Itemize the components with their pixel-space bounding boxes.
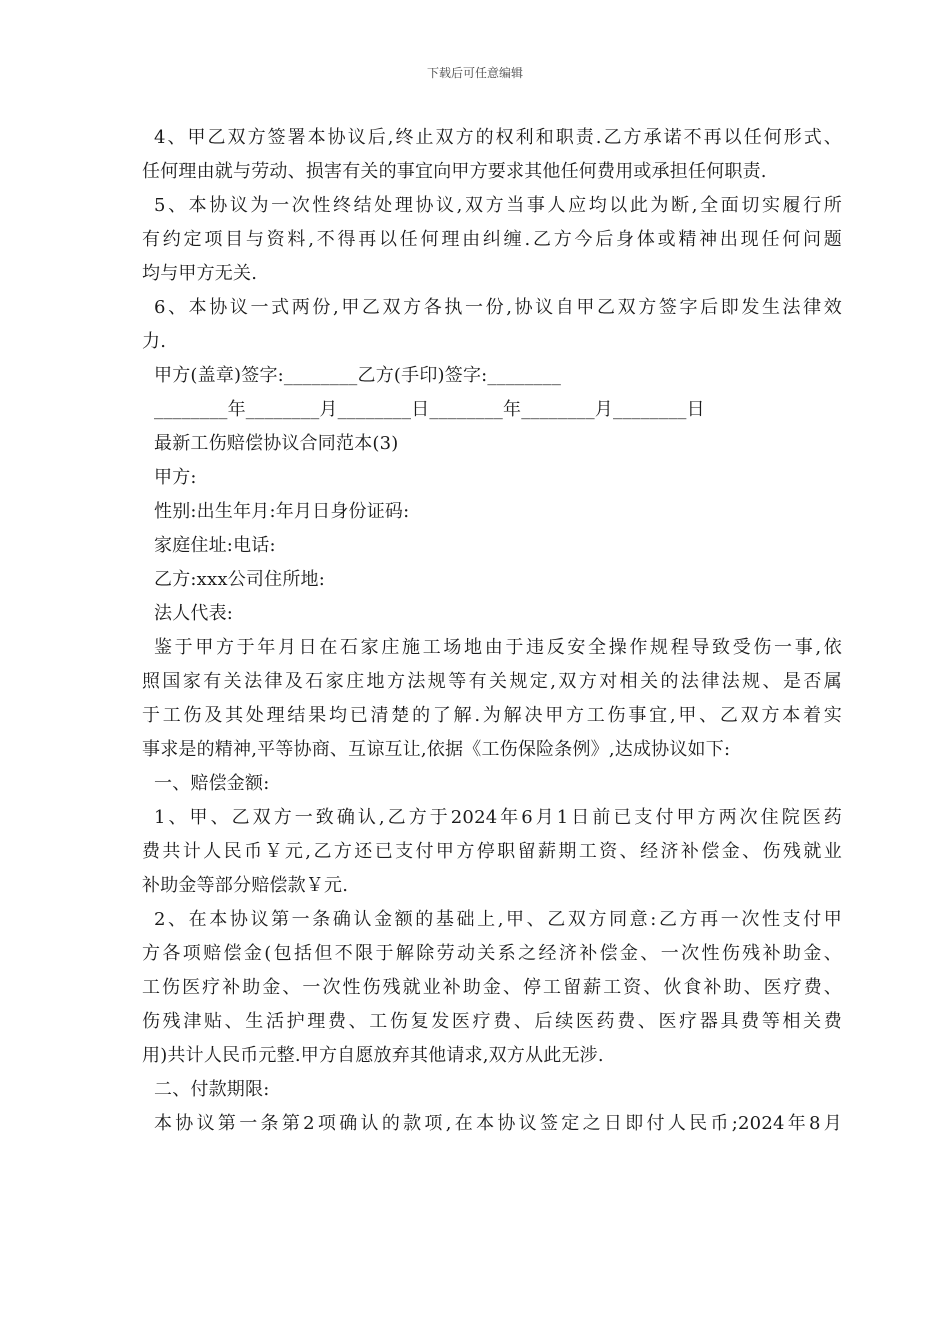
document-line: 工伤医疗补助金、一次性伤残就业补助金、停工留薪工资、伙食补助、医疗费、 bbox=[142, 977, 842, 998]
document-line: 于工伤及其处理结果均已清楚的了解.为解决甲方工伤事宜,甲、乙双方本着实 bbox=[142, 705, 842, 726]
document-line: 二、付款期限: bbox=[154, 1079, 270, 1100]
page-header-note: 下载后可任意编辑 bbox=[426, 66, 523, 80]
document-line: 1、甲、乙双方一致确认,乙方于2024年6月1日前已支付甲方两次住院医药 bbox=[154, 807, 842, 828]
document-line: 5、本协议为一次性终结处理协议,双方当事人应均以此为断,全面切实履行所 bbox=[154, 195, 842, 216]
document-line: 伤残津贴、生活护理费、工伤复发医疗费、后续医药费、医疗器具费等相关费 bbox=[142, 1011, 842, 1032]
document-line: 照国家有关法律及石家庄地方法规等有关规定,双方对相关的法律法规、是否属 bbox=[142, 671, 842, 692]
document-line: 力. bbox=[142, 331, 167, 352]
document-line: 用)共计人民币元整.甲方自愿放弃其他请求,双方从此无涉. bbox=[142, 1045, 604, 1066]
document-line: 均与甲方无关. bbox=[142, 263, 258, 284]
document-line: 补助金等部分赔偿款￥元. bbox=[142, 875, 349, 896]
document-line: 事求是的精神,平等协商、互谅互让,依据《工伤保险条例》,达成协议如下: bbox=[142, 739, 731, 760]
document-line: 本协议第一条第2项确认的款项,在本协议签定之日即付人民币;2024年8月 bbox=[154, 1113, 842, 1134]
document-line: 甲方: bbox=[154, 467, 197, 488]
document-line: 6、本协议一式两份,甲乙双方各执一份,协议自甲乙双方签字后即发生法律效 bbox=[154, 297, 842, 318]
document-body bbox=[142, 121, 842, 1141]
document-line: 鉴于甲方于年月日在石家庄施工场地由于违反安全操作规程导致受伤一事,依 bbox=[154, 637, 842, 658]
document-line: 性别:出生年月:年月日身份证码: bbox=[154, 501, 410, 522]
document-line: 任何理由就与劳动、损害有关的事宜向甲方要求其他任何费用或承担任何职责. bbox=[142, 161, 767, 182]
document-line: 甲方(盖章)签字:________乙方(手印)签字:________ bbox=[154, 365, 562, 386]
document-line: 法人代表: bbox=[154, 603, 234, 624]
document-line: 2、在本协议第一条确认金额的基础上,甲、乙双方同意:乙方再一次性支付甲 bbox=[154, 909, 842, 930]
document-line: 家庭住址:电话: bbox=[154, 535, 276, 556]
document-line: ________年________月________日________年________月________日 bbox=[154, 399, 705, 420]
document-line: 一、赔偿金额: bbox=[154, 773, 270, 794]
document-line: 方各项赔偿金(包括但不限于解除劳动关系之经济补偿金、一次性伤残补助金、 bbox=[142, 943, 842, 964]
document-line: 4、甲乙双方签署本协议后,终止双方的权利和职责.乙方承诺不再以任何形式、 bbox=[154, 127, 842, 148]
document-line: 费共计人民币￥元,乙方还已支付甲方停职留薪期工资、经济补偿金、伤残就业 bbox=[142, 841, 842, 862]
document-line: 最新工伤赔偿协议合同范本(3) bbox=[154, 433, 399, 454]
document-line: 有约定项目与资料,不得再以任何理由纠缠.乙方今后身体或精神出现任何问题 bbox=[142, 229, 842, 250]
document-line: 乙方:xxx公司住所地: bbox=[154, 569, 325, 590]
